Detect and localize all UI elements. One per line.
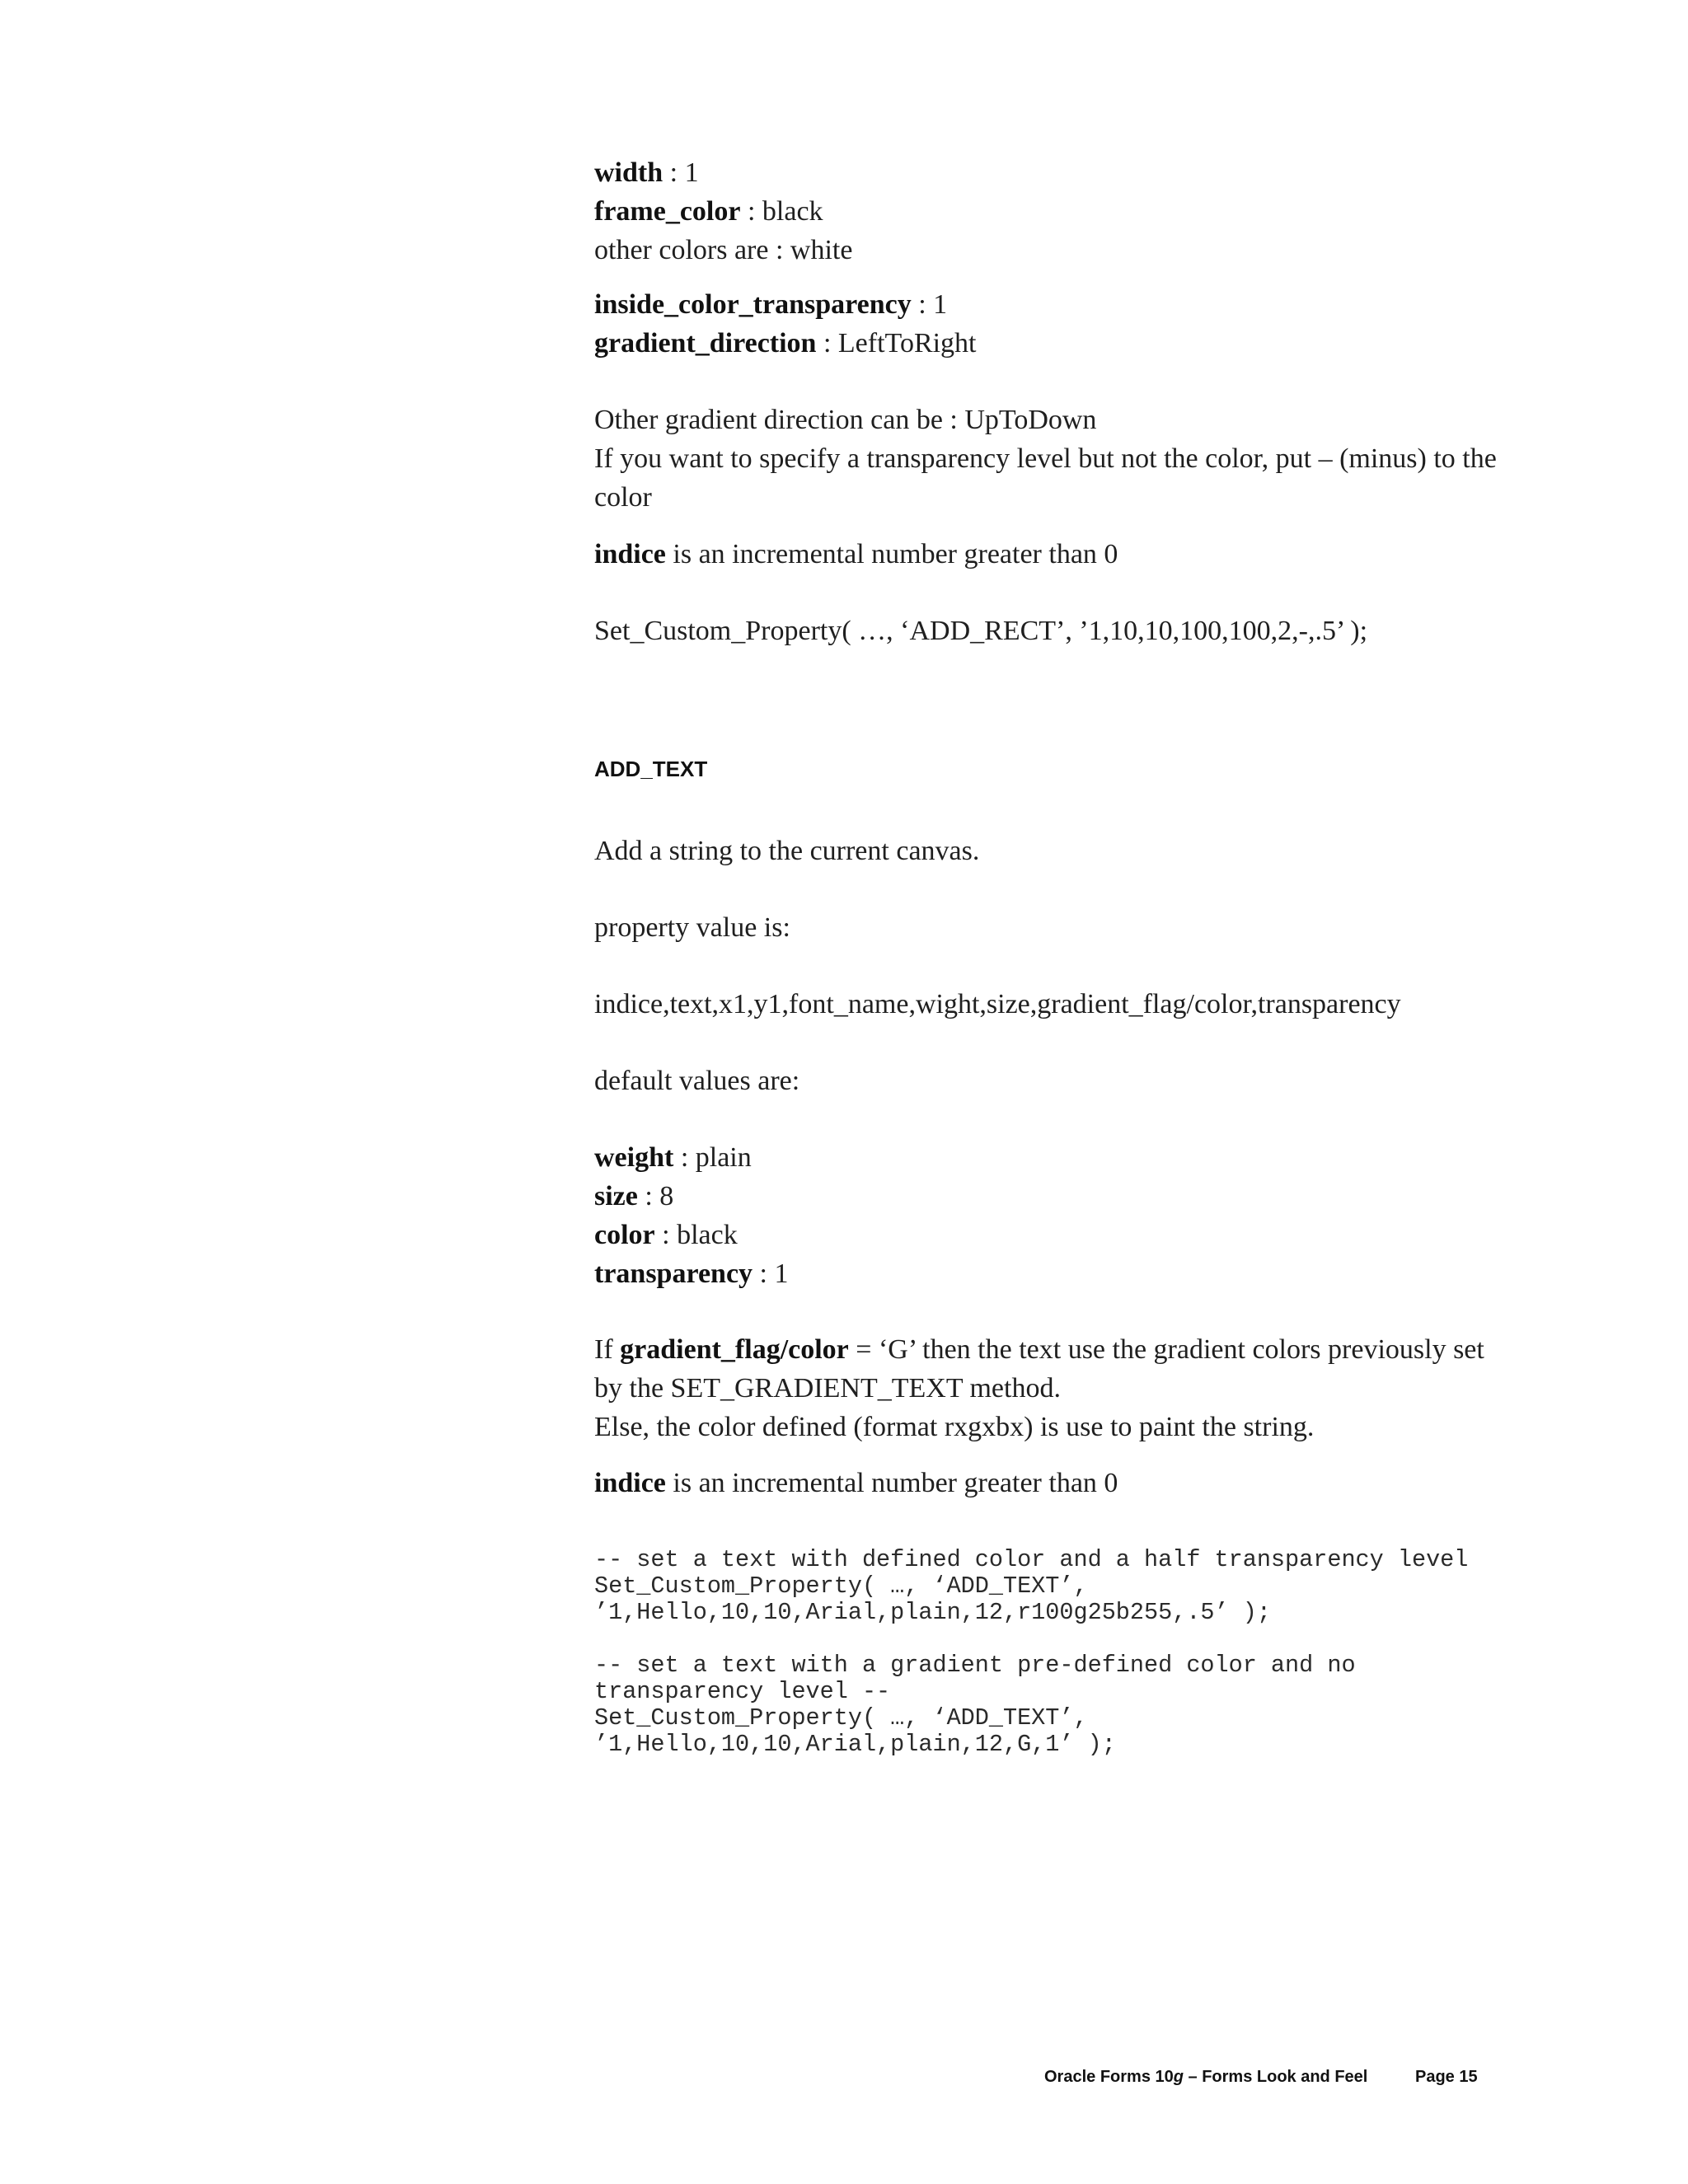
gradient-direction-value: : LeftToRight (816, 328, 977, 359)
color-value: : black (654, 1220, 738, 1250)
width-label: width (594, 157, 663, 188)
property-value-intro: property value is: (594, 912, 790, 943)
indice-label: indice (594, 539, 666, 569)
gradient-flag-line-1 (594, 1330, 1526, 1369)
gradient-flag-prefix: If (594, 1334, 621, 1365)
default-values-intro: default values are: (594, 1066, 800, 1096)
gradient-notes (594, 401, 1526, 517)
gradient-direction-default (594, 324, 1526, 363)
indice-text-2: is an incremental number greater than 0 (665, 1468, 1118, 1498)
gradient-flag-line-1-rest: = ‘G’ then the text use the gradient colors previously set (848, 1334, 1484, 1365)
color-default (594, 1216, 1526, 1254)
code-line: Set_Custom_Property( …, ‘ADD_TEXT’, (594, 1572, 1088, 1600)
transparency-value: : 1 (753, 1258, 789, 1289)
other-colors-note: other colors are : white (594, 235, 853, 265)
defaults-block-rect (594, 153, 1526, 269)
indice-note-rect (594, 535, 1526, 574)
code-example-gradient (594, 1652, 1526, 1758)
footer-title-suffix: – Forms Look and Feel (1183, 2068, 1368, 2086)
size-value: : 8 (637, 1181, 674, 1212)
footer-title-italic: g (1173, 2068, 1184, 2086)
footer-page-number: Page 15 (1415, 2068, 1478, 2086)
indice-note-text (594, 1464, 1526, 1502)
footer-title-prefix: Oracle Forms 10 (1044, 2068, 1174, 2086)
inside-color-transparency-value: : 1 (911, 289, 948, 320)
indice-line (594, 535, 1526, 574)
indice-line-2 (594, 1464, 1526, 1502)
other-gradient-direction: Other gradient direction can be : UpToDown (594, 405, 1097, 435)
gradient-flag-label: gradient_flag/color (620, 1334, 849, 1365)
indice-text: is an incremental number greater than 0 (665, 539, 1118, 569)
code-line: -- set a text with defined color and a half transparency level (594, 1546, 1469, 1573)
weight-default (594, 1138, 1526, 1177)
code-line: -- set a text with a gradient pre-defined color and no (594, 1652, 1356, 1679)
gradient-flag-note (594, 1330, 1526, 1446)
inside-color-transparency-default (594, 285, 1526, 324)
transparency-direction-block (594, 285, 1526, 363)
property-value-signature: indice,text,x1,y1,font_name,wight,size,gradient_flag/color,transparency (594, 989, 1401, 1019)
color-label: color (594, 1220, 655, 1250)
frame-color-value: : black (740, 196, 823, 227)
inside-color-transparency-label: inside_color_transparency (594, 289, 912, 320)
code-example-color (594, 1547, 1526, 1626)
add-text-heading: ADD_TEXT (594, 757, 708, 781)
code-line: ’1,Hello,10,10,Arial,plain,12,G,1’ ); (594, 1731, 1116, 1758)
weight-value: : plain (673, 1142, 752, 1173)
code-line: Set_Custom_Property( …, ‘ADD_TEXT’, (594, 1704, 1088, 1732)
width-default (594, 153, 1526, 192)
size-default (594, 1177, 1526, 1216)
width-value: : 1 (663, 157, 699, 188)
transparency-label: transparency (594, 1258, 753, 1289)
code-line: transparency level -- (594, 1678, 891, 1705)
add-text-description: Add a string to the current canvas. (594, 836, 980, 866)
gradient-direction-label: gradient_direction (594, 328, 817, 359)
transparency-minus-note: If you want to specify a transparency level but not the color, put – (minus) to the color (594, 443, 1497, 513)
gradient-flag-line-2: by the SET_GRADIENT_TEXT method. (594, 1373, 1061, 1404)
indice-label-2: indice (594, 1468, 666, 1498)
frame-color-default (594, 192, 1526, 231)
code-line: ’1,Hello,10,10,Arial,plain,12,r100g25b255,.5’ ); (594, 1599, 1271, 1626)
size-label: size (594, 1181, 638, 1212)
weight-label: weight (594, 1142, 674, 1173)
add-text-defaults-list (594, 1138, 1526, 1293)
transparency-default (594, 1254, 1526, 1293)
add-rect-example-text: Set_Custom_Property( …, ‘ADD_RECT’, ’1,10,10,100,100,2,-,.5’ ); (594, 616, 1368, 646)
frame-color-label: frame_color (594, 196, 741, 227)
add-rect-example (594, 612, 1526, 650)
gradient-flag-line-3: Else, the color defined (format rxgxbx) is use to paint the string. (594, 1412, 1315, 1442)
footer-title (1044, 2067, 1367, 2087)
